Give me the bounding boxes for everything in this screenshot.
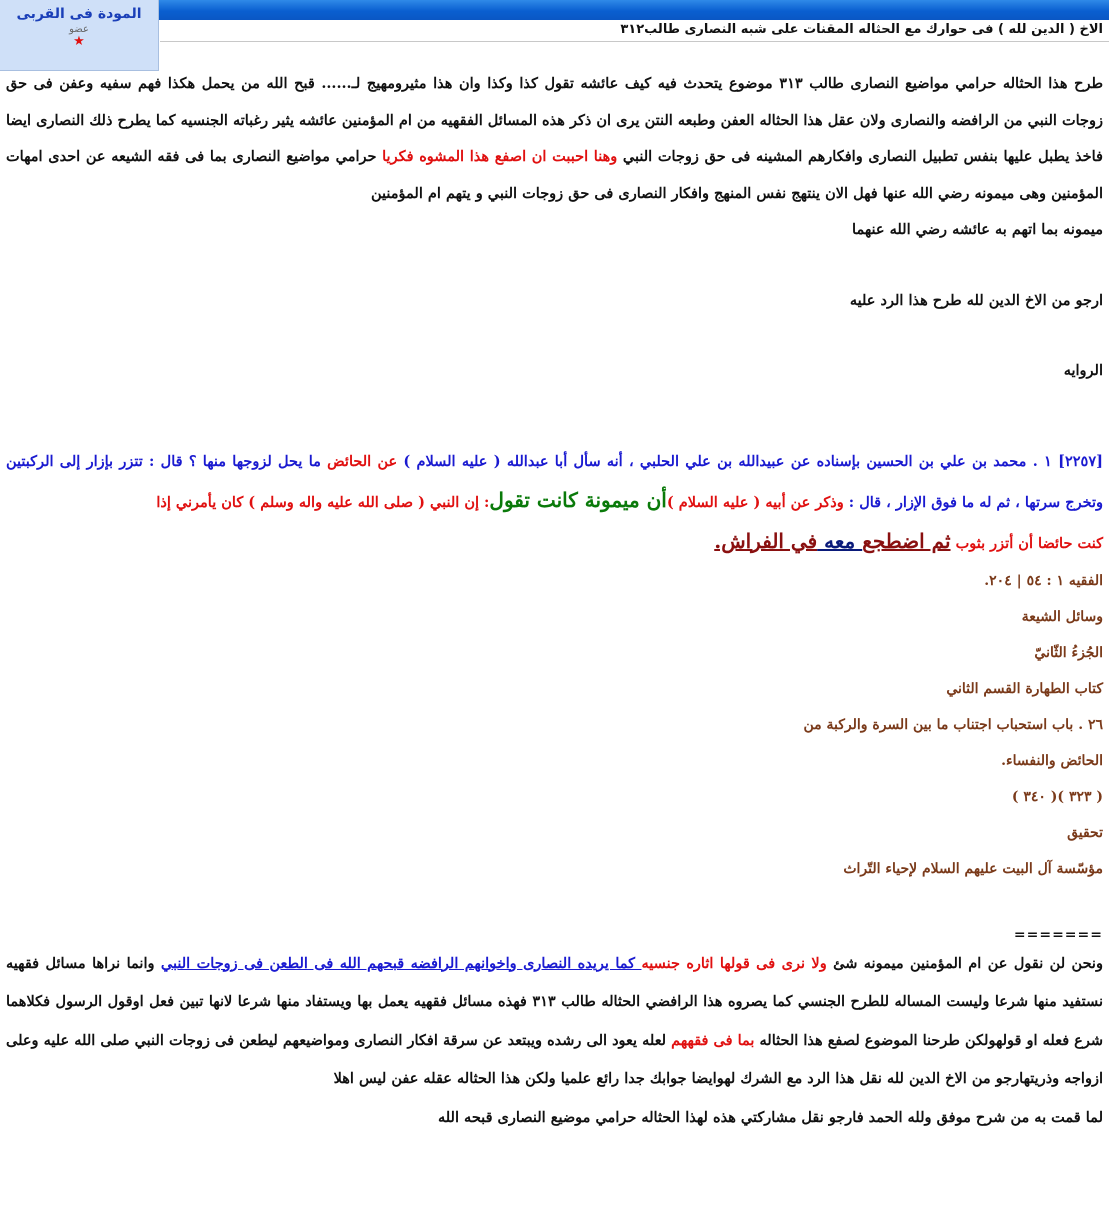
post-line: ميمونه بما اتهم به عائشه رضي الله عنهما	[852, 221, 1103, 238]
publisher: مؤسّسة آل البيت عليهم السلام لإحياء التّراث	[843, 860, 1103, 877]
post-paragraph-1: طرح هذا الحثاله حرامي مواضيع النصارى طالب ٣١٣ موضوع يتحدث فيه كيف عائشه تقول كذا وكذا وان هذا مثيرومهيج لـ...... قبح الله من يحمل هكذا فهم سفيه وعفن فى حق زوجات النبي من الرافضه والنصارى ولان عقل هذا الحثاله العفن وطبعه النتن يرى ان ذكر هذه المسائل الفقهيه من ام المؤمنين عائشه يثير رغباته الجنسيه كما يطرح ذلك النصارى ايضا فاخذ يطبل عليها بنفس تطبيل النصارى وافكارهم المشينه فى حق زوجات النبي وهنا احببت ان اصفع هذا المشوه فكريا حرامي مواضيع النصارى بما فى فقه الشيعه عن احدى امهات المؤمنين وهى ميمونه رضي الله عنها فهل الان ينتهج نفس المنهج وافكار النصارى فى حق زوجات النبي و يتهم ام المؤمنين	[6, 75, 1103, 202]
rank-star-icon: ★	[73, 34, 85, 49]
book-pages: ( ٣٢٣ )( ٣٤٠ )	[1011, 788, 1103, 805]
closing-last-line: لما قمت به من شرح موفق ولله الحمد فارجو نقل مشاركتي هذه لهذا الحثاله حرامي موضيع النصارى قبحه الله	[437, 1108, 1103, 1126]
divider-line: =======	[1013, 926, 1103, 943]
hadith-block	[0, 442, 1109, 563]
request-line: ارجو من الاخ الدين لله طرح هذا الرد عليه	[849, 291, 1103, 309]
ref-line: الفقيه ١ : ٥٤ | ٢٠٤.	[984, 572, 1103, 589]
highlight-red: وهنا احببت ان اصفع هذا المشوه فكريا	[382, 148, 618, 165]
source-reference	[0, 563, 1109, 887]
username[interactable]: المودة فى القربى	[16, 6, 142, 22]
top-bar	[0, 0, 1109, 20]
post-body	[0, 66, 1109, 1216]
book-part: الجُزءُ الثّانيّ	[1034, 644, 1103, 661]
book-chapter-cont: الحائض والنفساء.	[1001, 752, 1103, 769]
thread-title: الاخ ( الدين لله ) فى حوارك مع الحثاله المقنات على شبه النصارى طالب٣١٢	[620, 22, 1103, 37]
book-title: وسائل الشيعة	[1021, 608, 1103, 625]
user-role: عضو	[69, 24, 89, 35]
book-section: كتاب الطهارة القسم الثاني	[946, 680, 1103, 697]
title-divider	[160, 41, 1109, 42]
riwaya-heading: الروايه	[1063, 362, 1103, 379]
closing-block	[0, 945, 1109, 1138]
hadith-text: [٢٢٥٧] ١ . محمد بن علي بن الحسين بإسناده عن عبيدالله بن علي الحلبي ، أنه سأل أبا عبدالله ( عليه السلام ) عن الحائض ما يحل لزوجها منها ؟ قال : تتزر بإزار إلى الركبتين وتخرج سرتها ، ثم له ما فوق الإزار ، قال : وذكر عن أبيه ( عليه السلام )أن ميمونة كانت تقول: إن النبي ( صلى الله عليه واله وسلم ) كان يأمرني إذا	[6, 452, 1103, 512]
editing-label: تحقيق	[1067, 824, 1103, 841]
closing-text: ونحن لن نقول عن ام المؤمنين ميمونه شئ ولا نرى فى قولها اثاره جنسيه كما يريده النصارى واخوانهم الرافضه قبحهم الله فى الطعن فى زوجات النبي وانما نراها مسائل فقهيه نستفيد منها شرعا وليست المساله للطرح الجنسي كما يصروه هذا الرافضي الحثاله طالب ٣١٣ فهذه مسائل فقهيه يعمل بها ويستفاد منها شرعا لانها تبين فعل اوقول الرسول فكلاهما شرع فعله او قولهولكن طرحنا الموضوع لصفع هذا الحثاله بما فى فقههم لعله يعود الى رشده ويبتعد عن سرقة افكار النصارى ومواضيعهم ليطعن فى زوجات النبي صلى الله عليه وعلى ازواجه وذريتهارجو من الاخ الدين لله نقل هذا الرد مع الشرك لهوايضا جوابك جدا رائع علميا ولكن هذا الحثاله عقله عفن ليس اهلا	[6, 954, 1103, 1087]
user-info-box	[0, 0, 159, 71]
hadith-line-3: كنت حائضا أن أتزر بثوب ثم اضطجع معه في الفراش.	[714, 528, 1103, 553]
book-chapter: ٢٦ . باب استحباب اجتناب ما بين السرة والركبة من	[803, 716, 1103, 733]
